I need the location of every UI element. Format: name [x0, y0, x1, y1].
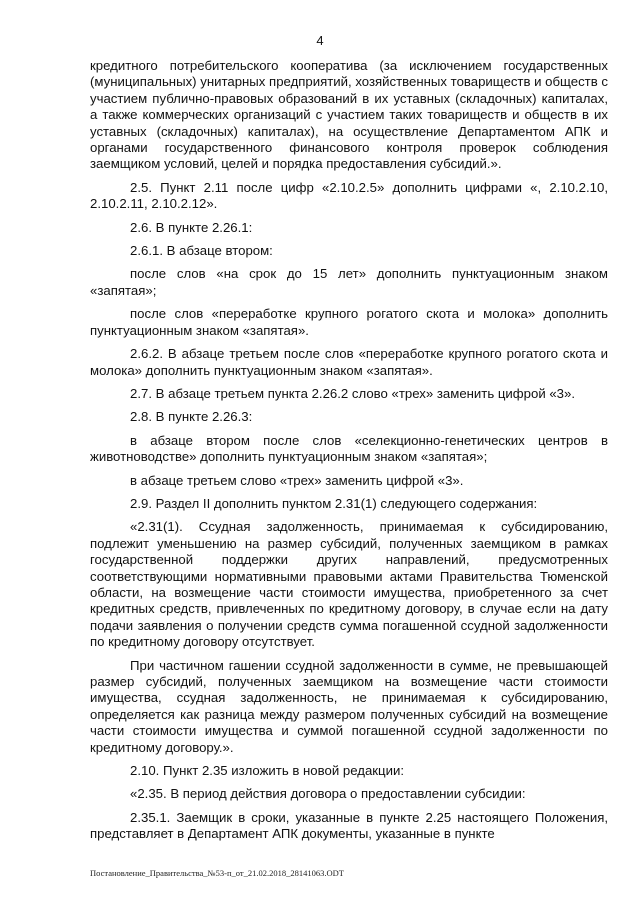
paragraph: в абзаце втором после слов «селекционно-генетических центров в животноводстве» дополнить пунктуационным знаком «запятая»;: [90, 432, 608, 465]
paragraph: кредитного потребительского кооператива (за исключением государственных (муниципальных) унитарных предприятий, хозяйственных товариществ и обществ с участием публично-правовых образований в их уставных (складочных) капиталах, а также коммерческих организаций с участием таких товариществ и обществ в их уставных (складочных) капиталах), на осуществление Департаментом АПК и органами государственного финансового контроля проверок соблюдения заемщиком условий, целей и порядка предоставления субсидий.».: [90, 58, 608, 172]
paragraph: 2.9. Раздел II дополнить пунктом 2.31(1) следующего содержания:: [130, 495, 538, 511]
paragraph: 2.8. В пункте 2.26.3:: [130, 409, 253, 425]
paragraph: 2.5. Пункт 2.11 после цифр «2.10.2.5» дополнить цифрами «, 2.10.2.10, 2.10.2.11, 2.10.2.12».: [90, 179, 608, 212]
paragraph: 2.6.2. В абзаце третьем после слов «переработке крупного рогатого скота и молока» дополнить пунктуационным знаком «запятая».: [90, 346, 608, 378]
paragraph: 2.6. В пункте 2.26.1:: [130, 219, 253, 235]
paragraph: 2.35.1. Заемщик в сроки, указанные в пункте 2.25 настоящего Положения, представляет в Департамент АПК документы, указанные в пункте: [90, 809, 608, 842]
footer-filename: Постановление_Правительства_№53-п_от_21.02.2018_28141063.ODT: [90, 868, 344, 878]
paragraph: 2.7. В абзаце третьем пункта 2.26.2 слово «трех» заменить цифрой «3».: [130, 385, 576, 401]
paragraph: 2.10. Пункт 2.35 изложить в новой редакции:: [130, 763, 404, 779]
paragraph: после слов «на срок до 15 лет» дополнить пунктуационным знаком «запятая»;: [90, 266, 608, 298]
paragraph: 2.6.1. В абзаце втором:: [130, 243, 273, 259]
paragraph: «2.35. В период действия договора о предоставлении субсидии:: [130, 786, 526, 802]
paragraph: после слов «переработке крупного рогатого скота и молока» дополнить пунктуационным знаком «запятая».: [90, 306, 608, 338]
paragraph: в абзаце третьем слово «трех» заменить цифрой «3».: [130, 472, 464, 488]
paragraph: «2.31(1). Ссудная задолженность, принимаемая к субсидированию, подлежит уменьшению на размер субсидий, полученных заемщиком в рамках государственной поддержки других направлений, предусмотренных соответствующими нормативными правовыми актами Правительства Тюменской области, на возмещение части стоимости имущества, приобретенного за счет кредитных средств, привлеченных по кредитному договору, в случае если на дату подачи заявления о получении средств сумма погашенной ссудной задолженности по кредитному договору отсутствует.: [90, 519, 608, 650]
page-number: 4: [316, 33, 324, 48]
document-body: [90, 58, 608, 850]
paragraph: При частичном гашении ссудной задолженности в сумме, не превышающей размер субсидий, полученных заемщиком на возмещение части стоимости имущества, ссудная задолженность, не принимаемая к субсидированию, определяется как разница между размером полученных субсидий на возмещение части стоимости имущества и суммой погашенной ссудной задолженности по кредитному договору.».: [90, 657, 608, 755]
